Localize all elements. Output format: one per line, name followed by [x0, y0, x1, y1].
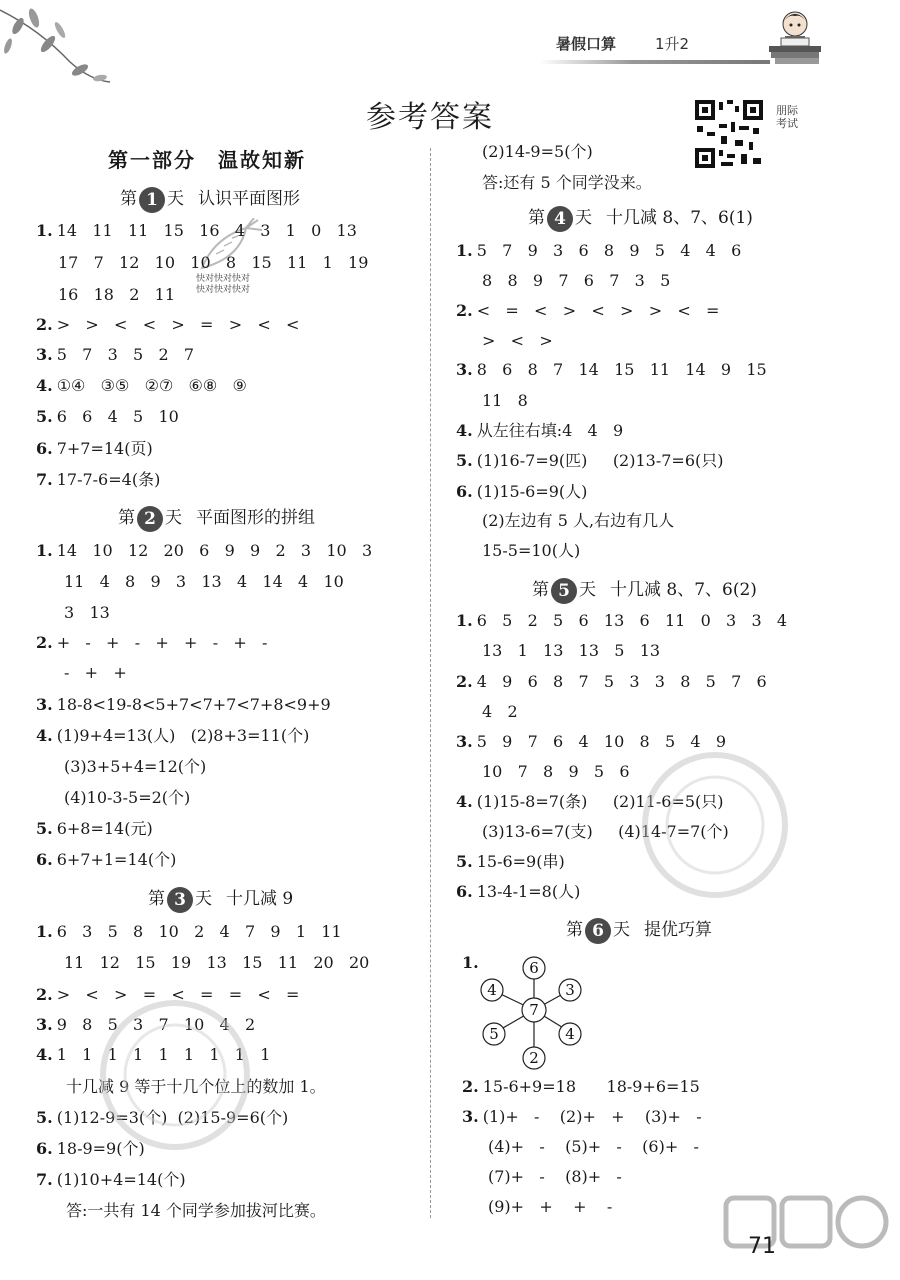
- answer-text: 3 13: [64, 603, 110, 622]
- day-prefix: 第: [566, 920, 583, 940]
- carrot-caption-line: 快对快对快对: [196, 285, 251, 295]
- question-number: 4.: [36, 726, 53, 745]
- flower-top: 6: [529, 959, 539, 977]
- answer-text: (3)13-6=7(支) (4)14-7=7(个): [482, 822, 729, 841]
- day-suffix: 天: [167, 189, 184, 209]
- day-heading-4: [528, 203, 753, 233]
- answer-line: [456, 847, 565, 877]
- answer-line: [60, 752, 206, 782]
- answer-text: - + +: [64, 663, 127, 682]
- day-heading-2: [118, 503, 315, 533]
- day-topic: 十几减 9: [226, 889, 294, 909]
- answer-line: [478, 266, 670, 296]
- answer-line: [60, 658, 127, 688]
- day-prefix: 第: [148, 889, 165, 909]
- answer-text: 6 3 5 8 10 2 4 7 9 1 11: [56, 922, 342, 941]
- question-number: 5.: [36, 1108, 53, 1127]
- answer-line: [36, 434, 153, 464]
- answer-text: 从左往右填:4 4 9: [476, 421, 624, 440]
- answer-text: (9)+ + + -: [488, 1197, 613, 1216]
- answer-line: [456, 477, 587, 507]
- day-heading-3: [148, 884, 293, 914]
- answer-line: [478, 697, 518, 727]
- question-number: 5.: [36, 819, 53, 838]
- answer-line: [478, 137, 593, 167]
- answer-text: 7+7=14(页): [56, 439, 153, 458]
- header-grade-label: 1升2: [655, 35, 690, 53]
- answer-line: [478, 636, 660, 666]
- part-heading: 第一部分 温故知新: [108, 148, 306, 172]
- day-heading-5: [532, 575, 757, 605]
- answer-text: 6 5 2 5 6 13 6 11 0 3 3 4: [476, 611, 788, 630]
- day-suffix: 天: [575, 208, 592, 228]
- answer-text: > < > = < = = < =: [56, 985, 300, 1004]
- carrot-caption-line: 快对快对快对: [196, 274, 251, 284]
- answer-text: (2)左边有 5 人,右边有几人: [482, 511, 675, 530]
- answer-line: [456, 446, 724, 476]
- answer-line: [36, 340, 194, 370]
- day-heading-1: [120, 184, 300, 214]
- flower-lower-left: 5: [489, 1025, 499, 1043]
- answer-text: (1)16-7=9(匹) (2)13-7=6(只): [476, 451, 724, 470]
- answer-text: (1)15-6=9(人): [476, 482, 588, 501]
- answer-line: [60, 598, 110, 628]
- question-number: 5.: [36, 407, 53, 426]
- stamp-watermark-icon: [620, 740, 810, 910]
- answer-line: [456, 355, 767, 385]
- question-number: 1.: [36, 922, 53, 941]
- answer-line: [60, 783, 190, 813]
- question-number: 1.: [456, 611, 473, 630]
- answer-line: [462, 1072, 700, 1102]
- answer-line: [60, 948, 369, 978]
- answer-text: (1)12-9=3(个) (2)15-9=6(个): [56, 1108, 289, 1127]
- answer-text: 14 10 12 20 6 9 9 2 3 10 3: [56, 541, 373, 560]
- answer-line: [36, 536, 372, 566]
- answer-text: ①④ ③⑤ ②⑦ ⑥⑧ ⑨: [56, 376, 247, 395]
- answer-line: [60, 567, 344, 597]
- answer-line: [478, 326, 553, 356]
- question-number: 1.: [36, 541, 53, 560]
- answer-text: > > < < > = > < <: [56, 315, 300, 334]
- answer-text: 15-6=9(串): [476, 852, 565, 871]
- day-suffix: 天: [613, 920, 630, 940]
- answer-text: (2)14-9=5(个): [482, 142, 593, 161]
- question-number: 5.: [456, 451, 473, 470]
- answer-line: [456, 877, 580, 907]
- day-prefix: 第: [528, 208, 545, 228]
- answer-line: [36, 371, 247, 401]
- answer-line: [456, 606, 787, 636]
- flower-bottom: 2: [529, 1049, 539, 1067]
- answer-text: 13-4-1=8(人): [476, 882, 581, 901]
- answer-line: [478, 757, 630, 787]
- stamp-watermark-icon: [80, 985, 270, 1165]
- question-number: 2.: [36, 985, 53, 1004]
- branch-decoration: [0, 0, 120, 90]
- question-number: 4.: [456, 792, 473, 811]
- answer-line: [54, 280, 175, 310]
- answer-text: (1)10+4=14(个): [56, 1170, 186, 1189]
- question-number: 2.: [456, 672, 473, 691]
- day-heading-6: [566, 915, 712, 945]
- header-series-title: 暑假口算: [556, 35, 617, 53]
- page-number: 71: [748, 1234, 776, 1259]
- answer-line: [478, 168, 652, 198]
- number-flower-diagram: [478, 952, 588, 1072]
- question-number: 2.: [36, 315, 53, 334]
- question-number: 6.: [456, 482, 473, 501]
- flower-center: 7: [529, 1001, 539, 1019]
- answer-line: [456, 296, 719, 326]
- qr-label: 朋际考试: [776, 104, 798, 130]
- answer-line: [36, 690, 331, 720]
- answer-line: [478, 536, 580, 566]
- question-number: 6.: [36, 439, 53, 458]
- answer-text: 15-6+9=18 18-9+6=15: [482, 1077, 700, 1096]
- question-number: 6.: [36, 1139, 53, 1158]
- day-suffix: 天: [165, 508, 182, 528]
- answer-text: 18-8<19-8<5+7<7+7<7+8<9+9: [56, 695, 331, 714]
- question-number: 2.: [462, 1077, 479, 1096]
- day-number-badge: 4: [547, 206, 573, 232]
- answer-text: (7)+ - (8)+ -: [488, 1167, 622, 1186]
- header-rule: [540, 60, 770, 64]
- question-number: 3.: [456, 732, 473, 751]
- day-topic: 提优巧算: [644, 920, 712, 940]
- answer-text: 8 6 8 7 14 15 11 14 9 15: [476, 360, 767, 379]
- answer-line: [54, 248, 368, 278]
- answer-text: 十几减 9 等于十几个位上的数加 1。: [66, 1077, 326, 1096]
- question-number: 1.: [36, 221, 53, 240]
- answer-text: 9 8 5 3 7 10 4 2: [56, 1015, 256, 1034]
- answer-text: < = < > < > > < =: [476, 301, 720, 320]
- day-number-badge: 3: [167, 887, 193, 913]
- question-number: 3.: [36, 1015, 53, 1034]
- day-suffix: 天: [579, 580, 596, 600]
- column-divider: [430, 148, 431, 1218]
- answer-text: 5 7 3 5 2 7: [56, 345, 195, 364]
- answer-text: 17 7 12 10 10 8 15 11 1 19: [58, 253, 369, 272]
- question-number: 7.: [36, 470, 53, 489]
- day-prefix: 第: [532, 580, 549, 600]
- answer-line: [36, 721, 309, 751]
- answer-line: [36, 628, 267, 658]
- answer-text: 答:还有 5 个同学没来。: [482, 173, 652, 192]
- answer-line: [484, 1192, 612, 1222]
- answer-text: (4)+ - (5)+ - (6)+ -: [488, 1137, 699, 1156]
- answer-text: (1)15-8=7(条) (2)11-6=5(只): [476, 792, 724, 811]
- answer-line: [484, 1162, 622, 1192]
- question-number: 2.: [456, 301, 473, 320]
- answer-text: 15-5=10(人): [482, 541, 581, 560]
- answer-text: > < >: [482, 331, 553, 350]
- day-number-badge: 1: [139, 187, 165, 213]
- answer-text: 8 8 9 7 6 7 3 5: [482, 271, 671, 290]
- day-number-badge: 5: [551, 578, 577, 604]
- question-number: 7.: [36, 1170, 53, 1189]
- answer-line: [456, 416, 623, 446]
- answer-text: (1)+ - (2)+ + (3)+ -: [482, 1107, 702, 1126]
- answer-line: [456, 667, 767, 697]
- answer-line: [36, 814, 153, 844]
- answer-line: [456, 236, 741, 266]
- day-prefix: 第: [118, 508, 135, 528]
- answer-text: + - + - + + - + -: [56, 633, 268, 652]
- flower-upper-left: 4: [487, 981, 497, 999]
- answer-text: 16 18 2 11: [58, 285, 176, 304]
- question-number: 6.: [36, 850, 53, 869]
- answer-line: [36, 216, 357, 246]
- day-number-badge: 6: [585, 918, 611, 944]
- answer-text: 18-9=9(个): [56, 1139, 145, 1158]
- answer-line: [36, 1165, 186, 1195]
- answer-text: 6+7+1=14(个): [56, 850, 177, 869]
- question-number: 1.: [456, 241, 473, 260]
- answer-text: 13 1 13 13 5 13: [482, 641, 661, 660]
- question-number: 5.: [456, 852, 473, 871]
- question-number: 3.: [456, 360, 473, 379]
- answer-text: 5 9 7 6 4 10 8 5 4 9: [476, 732, 726, 751]
- answer-line: [36, 465, 160, 495]
- answer-text: 6+8=14(元): [56, 819, 153, 838]
- question-number: 3.: [36, 695, 53, 714]
- day-prefix: 第: [120, 189, 137, 209]
- day-topic: 认识平面图形: [198, 189, 300, 209]
- answer-line: [36, 310, 299, 340]
- answer-text: 4 9 6 8 7 5 3 3 8 5 7 6: [476, 672, 767, 691]
- answer-text: 11 4 8 9 3 13 4 14 4 10: [64, 572, 344, 591]
- answer-line: [36, 917, 342, 947]
- qr-code-icon[interactable]: [693, 98, 765, 170]
- question-number: 3.: [462, 1107, 479, 1126]
- answer-text: 17-7-6=4(条): [56, 470, 161, 489]
- answer-line: [462, 1102, 702, 1132]
- flower-lower-right: 4: [565, 1025, 575, 1043]
- day-topic: 平面图形的拼组: [196, 508, 315, 528]
- answer-text: 11 8: [482, 391, 528, 410]
- day-number-badge: 2: [137, 506, 163, 532]
- answer-text: 14 11 11 15 16 4 3 1 0 13: [56, 221, 357, 240]
- answer-text: 4 2: [482, 702, 518, 721]
- answer-text: 答:一共有 14 个同学参加拔河比赛。: [66, 1201, 326, 1220]
- answer-text: 1 1 1 1 1 1 1 1 1: [56, 1045, 271, 1064]
- page-title: 参考答案: [366, 100, 494, 135]
- day-topic: 十几减 8、7、6(2): [610, 580, 757, 600]
- answer-line: [478, 386, 528, 416]
- question-number: 2.: [36, 633, 53, 652]
- reading-boy-icon: [765, 4, 825, 68]
- answer-text: (3)3+5+4=12(个): [64, 757, 207, 776]
- answer-text: (4)10-3-5=2(个): [64, 788, 191, 807]
- answer-text: (1)9+4=13(人) (2)8+3=11(个): [56, 726, 310, 745]
- answer-text: 6 6 4 5 10: [56, 407, 179, 426]
- answer-text: 11 12 15 19 13 15 11 20 20: [64, 953, 370, 972]
- question-number: 4.: [36, 1045, 53, 1064]
- answer-line: [478, 506, 674, 536]
- question-number: 1.: [462, 953, 479, 972]
- day-topic: 十几减 8、7、6(1): [606, 208, 753, 228]
- flower-upper-right: 3: [565, 981, 575, 999]
- question-number: 4.: [36, 376, 53, 395]
- answer-line: [36, 402, 179, 432]
- answer-line: [36, 845, 176, 875]
- answer-line: [484, 1132, 699, 1162]
- question-number: 4.: [456, 421, 473, 440]
- question-number: 6.: [456, 882, 473, 901]
- question-number: 3.: [36, 345, 53, 364]
- day-suffix: 天: [195, 889, 212, 909]
- answer-text: 10 7 8 9 5 6: [482, 762, 630, 781]
- answer-text: 5 7 9 3 6 8 9 5 4 4 6: [476, 241, 742, 260]
- answer-line: [62, 1196, 326, 1226]
